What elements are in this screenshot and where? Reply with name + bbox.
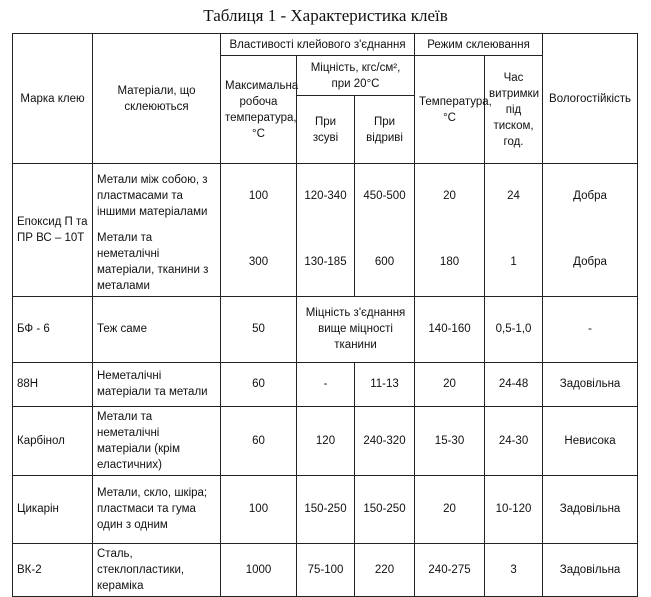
shear-cell: 150-250 [297,475,355,543]
moisture-cell: Добра [543,228,638,297]
time-cell: 1 [485,228,543,297]
materials-cell: Неметалічні матеріали та метали [93,362,221,406]
moisture-cell: Добра [543,164,638,228]
max-temp-cell: 60 [221,406,297,475]
time-cell: 24 [485,164,543,228]
brand-cell: БФ - 6 [13,296,93,362]
moisture-cell: Задовільна [543,543,638,596]
table-row [13,164,638,228]
tear-cell: 11-13 [355,362,415,406]
strength-span-cell: Міцність з'єднання вище міцності тканини [297,296,415,362]
time-cell: 10-120 [485,475,543,543]
header-hold-time: Час витримки під тиском, год. [485,56,543,164]
moisture-cell: Задовільна [543,475,638,543]
shear-cell: 75-100 [297,543,355,596]
table-row [13,475,638,543]
materials-cell: Теж саме [93,296,221,362]
header-moisture: Вологостійкість [543,34,638,164]
header-tear: При відриві [355,96,415,164]
shear-cell: - [297,362,355,406]
header-max-temp: Максимальна робоча температура, °С [221,56,297,164]
temp-cell: 20 [415,164,485,228]
moisture-cell: Невисока [543,406,638,475]
header-materials: Матеріали, що склеюються [93,34,221,164]
materials-cell: Метали, скло, шкіра; пластмаси та гума один з одним [93,475,221,543]
shear-cell: 120-340 [297,164,355,228]
adhesives-table [12,33,638,597]
header-shear: При зсуві [297,96,355,164]
header-mode: Режим склеювання [415,34,543,56]
table-row [13,228,638,297]
temp-cell: 20 [415,475,485,543]
table-row [13,543,638,596]
tear-cell: 600 [355,228,415,297]
materials-cell: Метали та неметалічні матеріали, тканини з металами [93,228,221,297]
max-temp-cell: 60 [221,362,297,406]
tear-cell: 450-500 [355,164,415,228]
moisture-cell: - [543,296,638,362]
time-cell: 24-48 [485,362,543,406]
max-temp-cell: 50 [221,296,297,362]
temp-cell: 20 [415,362,485,406]
time-cell: 0,5-1,0 [485,296,543,362]
tear-cell: 220 [355,543,415,596]
tear-cell: 150-250 [355,475,415,543]
max-temp-cell: 100 [221,164,297,228]
max-temp-cell: 100 [221,475,297,543]
header-brand: Марка клею [13,34,93,164]
temp-cell: 140-160 [415,296,485,362]
time-cell: 24-30 [485,406,543,475]
brand-cell: Цикарін [13,475,93,543]
header-joint-props: Властивості клейового з'єднання [221,34,415,56]
brand-cell: ВК-2 [13,543,93,596]
brand-cell: 88Н [13,362,93,406]
header-strength: Міцність, кгс/см², при 20°С [297,56,415,96]
tear-cell: 240-320 [355,406,415,475]
temp-cell: 240-275 [415,543,485,596]
max-temp-cell: 300 [221,228,297,297]
moisture-cell: Задовільна [543,362,638,406]
temp-cell: 180 [415,228,485,297]
max-temp-cell: 1000 [221,543,297,596]
brand-cell: Карбінол [13,406,93,475]
shear-cell: 120 [297,406,355,475]
materials-cell: Метали та неметалічні матеріали (крім еластичних) [93,406,221,475]
temp-cell: 15-30 [415,406,485,475]
table-row [13,406,638,475]
header-temperature: Температура, °С [415,56,485,164]
table-row [13,362,638,406]
time-cell: 3 [485,543,543,596]
materials-cell: Сталь, стеклопластики, кераміка [93,543,221,596]
table-row [13,296,638,362]
materials-cell: Метали між собою, з пластмасами та іншими матеріалами [93,164,221,228]
table-title: Таблиця 1 - Характеристика клеїв [203,6,448,25]
brand-cell: Епоксид П та ПР ВС – 10Т [13,164,93,297]
shear-cell: 130-185 [297,228,355,297]
